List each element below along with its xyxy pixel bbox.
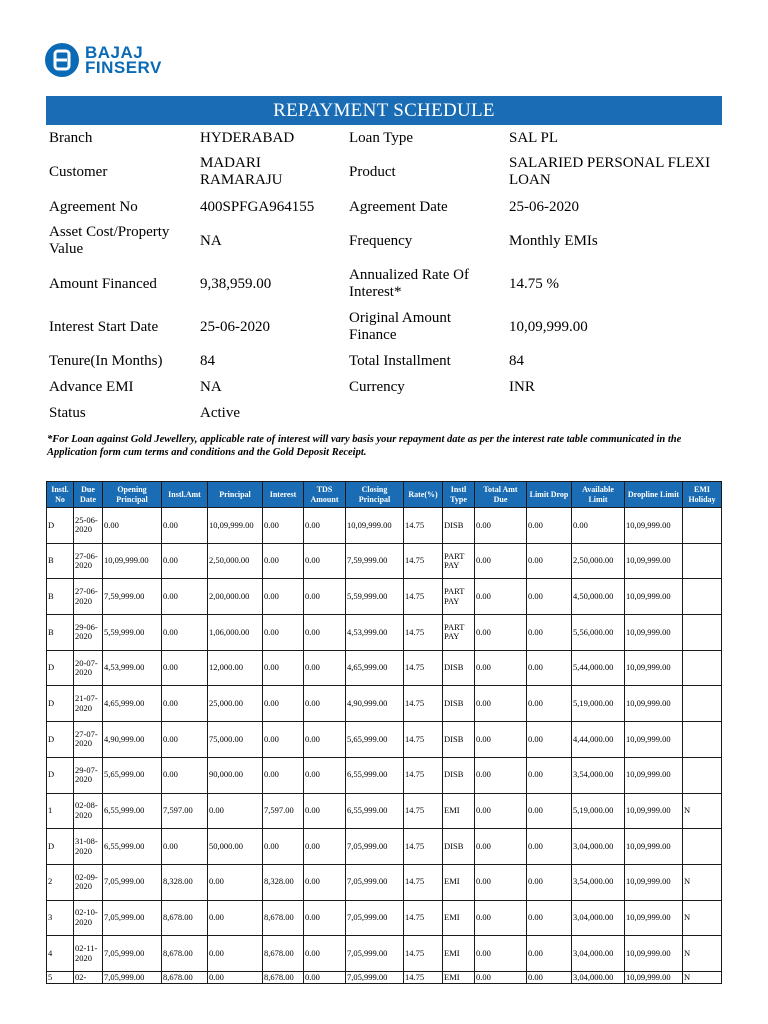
table-cell: 10,09,999.00 xyxy=(625,722,683,758)
table-cell: 14.75 xyxy=(404,936,443,972)
table-cell: 8,678.00 xyxy=(263,900,304,936)
total-installment-value: 84 xyxy=(509,352,524,369)
table-cell: 14.75 xyxy=(404,864,443,900)
table-cell: 0.00 xyxy=(263,686,304,722)
table-cell: D xyxy=(47,722,74,758)
table-cell: 02-10-2020 xyxy=(74,900,103,936)
table-cell: 14.75 xyxy=(404,971,443,983)
interest-note: *For Loan against Gold Jewellery, applicable rate of interest will vary basis your repayment date as per the interest rate table communicated in the Application form cum terms and conditions and the Gold Deposit Receipt. xyxy=(47,434,682,458)
schedule-header-cell: Limit Drop xyxy=(527,482,572,508)
table-cell: DISB xyxy=(443,722,475,758)
table-cell: 0.00 xyxy=(263,615,304,651)
branch-value: HYDERABAD xyxy=(200,129,295,146)
table-cell: 5 xyxy=(47,971,74,983)
table-cell: 0.00 xyxy=(475,757,527,793)
page-title: REPAYMENT SCHEDULE xyxy=(46,96,722,125)
table-cell: 7,05,999.00 xyxy=(346,936,404,972)
table-cell: 6,55,999.00 xyxy=(346,757,404,793)
table-cell: 8,328.00 xyxy=(263,864,304,900)
table-cell: 12,000.00 xyxy=(208,650,263,686)
table-cell: 0.00 xyxy=(263,650,304,686)
table-cell: 14.75 xyxy=(404,650,443,686)
table-cell: EMI xyxy=(443,971,475,983)
table-cell: 10,09,999.00 xyxy=(625,971,683,983)
table-cell: 25,000.00 xyxy=(208,686,263,722)
tenure-label: Tenure(In Months) xyxy=(49,352,163,369)
table-cell: 10,09,999.00 xyxy=(625,900,683,936)
loan-type-value: SAL PL xyxy=(509,129,559,146)
table-cell xyxy=(683,543,722,579)
schedule-header-cell: Instl Type xyxy=(443,482,475,508)
table-cell: 14.75 xyxy=(404,757,443,793)
table-cell: B xyxy=(47,615,74,651)
table-cell: 1,06,000.00 xyxy=(208,615,263,651)
schedule-header-cell: EMI Holiday xyxy=(683,482,722,508)
table-cell: EMI xyxy=(443,864,475,900)
table-cell: 10,09,999.00 xyxy=(625,864,683,900)
table-cell: 4,65,999.00 xyxy=(346,650,404,686)
table-cell xyxy=(683,615,722,651)
table-cell: 0.00 xyxy=(162,508,208,544)
table-cell: D xyxy=(47,650,74,686)
table-row xyxy=(47,864,722,900)
table-cell: 4,44,000.00 xyxy=(572,722,625,758)
table-cell: 0.00 xyxy=(208,936,263,972)
table-cell: D xyxy=(47,686,74,722)
amount-financed-value: 9,38,959.00 xyxy=(200,275,272,292)
table-cell: 7,05,999.00 xyxy=(346,864,404,900)
table-cell: PART PAY xyxy=(443,579,475,615)
total-installment-label: Total Installment xyxy=(349,352,451,369)
table-cell: N xyxy=(683,864,722,900)
table-cell: 7,05,999.00 xyxy=(103,936,162,972)
table-cell: 0.00 xyxy=(304,829,346,865)
table-cell: 5,59,999.00 xyxy=(103,615,162,651)
table-cell: 0.00 xyxy=(475,579,527,615)
customer-label: Customer xyxy=(49,163,108,180)
table-cell: 0.00 xyxy=(572,508,625,544)
table-cell: 4,65,999.00 xyxy=(103,686,162,722)
table-cell: 0.00 xyxy=(475,829,527,865)
agreement-date-value: 25-06-2020 xyxy=(509,198,579,215)
table-cell: 2,00,000.00 xyxy=(208,579,263,615)
table-cell: 10,09,999.00 xyxy=(346,508,404,544)
table-cell: 0.00 xyxy=(304,900,346,936)
table-cell: 8,678.00 xyxy=(162,936,208,972)
table-row xyxy=(47,971,722,983)
table-cell: 10,09,999.00 xyxy=(625,543,683,579)
table-cell: 0.00 xyxy=(162,722,208,758)
table-cell: DISB xyxy=(443,757,475,793)
table-cell: 0.00 xyxy=(527,686,572,722)
table-cell: 4,53,999.00 xyxy=(103,650,162,686)
table-cell: 27-07-2020 xyxy=(74,722,103,758)
table-cell: 2,50,000.00 xyxy=(208,543,263,579)
schedule-header-cell: Instl.Amt xyxy=(162,482,208,508)
table-cell: PART PAY xyxy=(443,615,475,651)
table-cell xyxy=(683,722,722,758)
table-cell: DISB xyxy=(443,508,475,544)
table-cell: 27-06-2020 xyxy=(74,579,103,615)
status-label: Status xyxy=(49,404,86,421)
interest-rate-value: 14.75 % xyxy=(509,275,559,292)
table-cell: 25-06-2020 xyxy=(74,508,103,544)
table-cell: 14.75 xyxy=(404,615,443,651)
table-cell: 21-07-2020 xyxy=(74,686,103,722)
table-cell: 0.00 xyxy=(527,864,572,900)
table-cell: 0.00 xyxy=(263,579,304,615)
table-cell: 4,50,000.00 xyxy=(572,579,625,615)
table-cell: 02- xyxy=(74,971,103,983)
table-cell: 0.00 xyxy=(304,936,346,972)
brand-line-1: BAJAJ xyxy=(85,43,144,62)
schedule-header-cell: Closing Principal xyxy=(346,482,404,508)
table-cell: 0.00 xyxy=(527,650,572,686)
table-cell: 7,05,999.00 xyxy=(103,971,162,983)
table-cell: N xyxy=(683,971,722,983)
table-cell: 3,04,000.00 xyxy=(572,829,625,865)
table-cell: 2,50,000.00 xyxy=(572,543,625,579)
table-row xyxy=(47,615,722,651)
table-cell xyxy=(683,650,722,686)
schedule-header-cell: Interest xyxy=(263,482,304,508)
amount-financed-label: Amount Financed xyxy=(49,275,157,292)
table-cell: DISB xyxy=(443,650,475,686)
table-cell: 0.00 xyxy=(475,971,527,983)
table-cell: 7,597.00 xyxy=(263,793,304,829)
table-cell: D xyxy=(47,508,74,544)
table-cell: 0.00 xyxy=(263,829,304,865)
table-cell xyxy=(683,579,722,615)
table-cell: 2 xyxy=(47,864,74,900)
table-cell: 5,65,999.00 xyxy=(103,757,162,793)
table-cell: 0.00 xyxy=(527,793,572,829)
table-cell: 5,65,999.00 xyxy=(346,722,404,758)
table-cell: 0.00 xyxy=(263,543,304,579)
table-cell: N xyxy=(683,936,722,972)
table-cell: 0.00 xyxy=(263,508,304,544)
advance-emi-label: Advance EMI xyxy=(49,378,134,395)
table-cell xyxy=(683,686,722,722)
table-cell: 14.75 xyxy=(404,900,443,936)
table-cell: 0.00 xyxy=(527,829,572,865)
table-cell: 0.00 xyxy=(475,508,527,544)
table-cell: 0.00 xyxy=(475,900,527,936)
table-cell: N xyxy=(683,900,722,936)
table-cell: 8,678.00 xyxy=(263,936,304,972)
table-cell: 0.00 xyxy=(527,757,572,793)
table-cell: 0.00 xyxy=(527,900,572,936)
table-cell: 90,000.00 xyxy=(208,757,263,793)
table-cell: 0.00 xyxy=(304,650,346,686)
table-cell: 0.00 xyxy=(475,650,527,686)
table-cell: D xyxy=(47,757,74,793)
asset-cost-label: Asset Cost/Property Value xyxy=(49,224,170,257)
table-cell: 0.00 xyxy=(475,722,527,758)
original-amount-label: Original Amount Finance xyxy=(349,310,452,343)
table-row xyxy=(47,508,722,544)
table-cell: 29-06-2020 xyxy=(74,615,103,651)
table-cell: 14.75 xyxy=(404,508,443,544)
bajaj-finserv-logo xyxy=(45,42,162,78)
loan-info-table xyxy=(49,126,722,426)
table-cell: 10,09,999.00 xyxy=(625,508,683,544)
table-cell: 0.00 xyxy=(304,615,346,651)
table-cell: 0.00 xyxy=(475,615,527,651)
table-cell: 0.00 xyxy=(475,686,527,722)
interest-start-value: 25-06-2020 xyxy=(200,318,270,335)
table-cell: 14.75 xyxy=(404,829,443,865)
table-cell: 0.00 xyxy=(162,686,208,722)
table-cell: 5,44,000.00 xyxy=(572,650,625,686)
table-cell: 7,59,999.00 xyxy=(103,579,162,615)
table-cell: 3 xyxy=(47,900,74,936)
table-cell: 0.00 xyxy=(527,615,572,651)
table-row xyxy=(47,936,722,972)
status-value: Active xyxy=(200,404,240,421)
tenure-value: 84 xyxy=(200,352,215,369)
table-cell xyxy=(683,829,722,865)
table-cell: 0.00 xyxy=(527,936,572,972)
table-cell: 3,54,000.00 xyxy=(572,757,625,793)
table-cell: 0.00 xyxy=(208,864,263,900)
table-cell: 10,09,999.00 xyxy=(625,936,683,972)
table-cell: B xyxy=(47,543,74,579)
table-cell: 6,55,999.00 xyxy=(346,793,404,829)
table-cell: 14.75 xyxy=(404,579,443,615)
table-cell: 5,59,999.00 xyxy=(346,579,404,615)
table-cell: 0.00 xyxy=(475,864,527,900)
table-cell: 0.00 xyxy=(162,543,208,579)
table-cell: 0.00 xyxy=(103,508,162,544)
table-cell: 10,09,999.00 xyxy=(625,829,683,865)
table-cell: 8,328.00 xyxy=(162,864,208,900)
interest-rate-label: Annualized Rate Of Interest* xyxy=(349,267,469,300)
table-cell: 0.00 xyxy=(527,579,572,615)
schedule-header-cell: Due Date xyxy=(74,482,103,508)
table-cell: 0.00 xyxy=(304,543,346,579)
schedule-header-cell: Opening Principal xyxy=(103,482,162,508)
table-cell: 02-11-2020 xyxy=(74,936,103,972)
table-cell: B xyxy=(47,579,74,615)
table-cell xyxy=(683,508,722,544)
table-cell: 4,90,999.00 xyxy=(103,722,162,758)
table-cell: 7,59,999.00 xyxy=(346,543,404,579)
table-cell: 10,09,999.00 xyxy=(208,508,263,544)
table-cell: 10,09,999.00 xyxy=(625,793,683,829)
table-cell: 0.00 xyxy=(475,793,527,829)
advance-emi-value: NA xyxy=(200,378,222,395)
table-cell: 0.00 xyxy=(304,722,346,758)
table-cell: 0.00 xyxy=(304,508,346,544)
product-value: SALARIED PERSONAL FLEXI LOAN xyxy=(509,155,711,188)
table-cell: 50,000.00 xyxy=(208,829,263,865)
table-cell: N xyxy=(683,793,722,829)
table-cell: 02-08-2020 xyxy=(74,793,103,829)
table-cell: 20-07-2020 xyxy=(74,650,103,686)
table-cell: 0.00 xyxy=(304,686,346,722)
table-cell: 8,678.00 xyxy=(162,971,208,983)
table-cell xyxy=(683,757,722,793)
table-cell: DISB xyxy=(443,829,475,865)
table-cell: 0.00 xyxy=(162,579,208,615)
table-cell: 02-09-2020 xyxy=(74,864,103,900)
currency-value: INR xyxy=(509,378,535,395)
table-cell: 10,09,999.00 xyxy=(625,650,683,686)
table-cell: 8,678.00 xyxy=(162,900,208,936)
table-cell: 3,54,000.00 xyxy=(572,864,625,900)
loan-type-label: Loan Type xyxy=(349,129,414,146)
table-cell: 0.00 xyxy=(527,508,572,544)
table-cell: 10,09,999.00 xyxy=(625,579,683,615)
table-cell: 0.00 xyxy=(475,936,527,972)
table-cell: 6,55,999.00 xyxy=(103,829,162,865)
table-cell: 0.00 xyxy=(208,793,263,829)
table-cell: 0.00 xyxy=(263,722,304,758)
table-cell: 31-08-2020 xyxy=(74,829,103,865)
table-row xyxy=(47,793,722,829)
table-row xyxy=(47,543,722,579)
customer-value: MADARI RAMARAJU xyxy=(200,155,283,188)
table-cell: 0.00 xyxy=(304,793,346,829)
schedule-header-cell: Available Limit xyxy=(572,482,625,508)
schedule-header-cell: Principal xyxy=(208,482,263,508)
table-cell: 4,90,999.00 xyxy=(346,686,404,722)
table-cell: 0.00 xyxy=(304,757,346,793)
table-cell: 0.00 xyxy=(527,722,572,758)
table-cell: 14.75 xyxy=(404,686,443,722)
table-row xyxy=(47,757,722,793)
repayment-schedule-table xyxy=(46,481,722,984)
table-cell: 7,05,999.00 xyxy=(346,829,404,865)
table-cell: DISB xyxy=(443,686,475,722)
table-row xyxy=(47,829,722,865)
frequency-value: Monthly EMIs xyxy=(509,232,598,249)
table-cell: 5,19,000.00 xyxy=(572,686,625,722)
table-cell: 7,597.00 xyxy=(162,793,208,829)
agreement-no-label: Agreement No xyxy=(49,198,138,215)
table-cell: 6,55,999.00 xyxy=(103,793,162,829)
schedule-header-cell: Instl. No xyxy=(47,482,74,508)
table-cell: 4 xyxy=(47,936,74,972)
table-cell: 10,09,999.00 xyxy=(625,615,683,651)
table-cell: 0.00 xyxy=(162,757,208,793)
schedule-header-cell: TDS Amount xyxy=(304,482,346,508)
table-cell: 7,05,999.00 xyxy=(346,971,404,983)
table-cell: 10,09,999.00 xyxy=(625,757,683,793)
agreement-date-label: Agreement Date xyxy=(349,198,448,215)
table-cell: 0.00 xyxy=(162,650,208,686)
table-cell: 3,04,000.00 xyxy=(572,936,625,972)
interest-start-label: Interest Start Date xyxy=(49,318,159,335)
schedule-header-cell: Total Amt Due xyxy=(475,482,527,508)
original-amount-value: 10,09,999.00 xyxy=(509,318,588,335)
table-row xyxy=(47,650,722,686)
table-cell: 0.00 xyxy=(208,900,263,936)
table-cell: D xyxy=(47,829,74,865)
frequency-label: Frequency xyxy=(349,232,413,249)
table-cell: 8,678.00 xyxy=(263,971,304,983)
table-cell: 0.00 xyxy=(527,543,572,579)
table-cell: 0.00 xyxy=(304,864,346,900)
table-row xyxy=(47,722,722,758)
table-row xyxy=(47,686,722,722)
table-cell: 7,05,999.00 xyxy=(103,900,162,936)
table-cell: 4,53,999.00 xyxy=(346,615,404,651)
table-cell: 7,05,999.00 xyxy=(346,900,404,936)
table-cell: 27-06-2020 xyxy=(74,543,103,579)
table-cell: 14.75 xyxy=(404,543,443,579)
table-cell: EMI xyxy=(443,900,475,936)
table-cell: 29-07-2020 xyxy=(74,757,103,793)
table-cell: 7,05,999.00 xyxy=(103,864,162,900)
table-cell: 5,19,000.00 xyxy=(572,793,625,829)
table-cell: 3,04,000.00 xyxy=(572,900,625,936)
table-cell: 1 xyxy=(47,793,74,829)
table-cell: 10,09,999.00 xyxy=(103,543,162,579)
currency-label: Currency xyxy=(349,378,405,395)
table-cell: 5,56,000.00 xyxy=(572,615,625,651)
table-cell: EMI xyxy=(443,793,475,829)
table-cell: 75,000.00 xyxy=(208,722,263,758)
table-cell: 0.00 xyxy=(162,829,208,865)
asset-cost-value: NA xyxy=(200,232,222,249)
table-cell: 14.75 xyxy=(404,722,443,758)
table-cell: EMI xyxy=(443,936,475,972)
table-row xyxy=(47,579,722,615)
schedule-header-cell: Rate(%) xyxy=(404,482,443,508)
table-cell: 0.00 xyxy=(263,757,304,793)
agreement-no-value: 400SPFGA964155 xyxy=(200,198,315,215)
branch-label: Branch xyxy=(49,129,93,146)
table-cell: 10,09,999.00 xyxy=(625,686,683,722)
table-cell: 0.00 xyxy=(208,971,263,983)
table-row xyxy=(47,900,722,936)
table-cell: 0.00 xyxy=(475,543,527,579)
table-cell: 0.00 xyxy=(304,579,346,615)
product-label: Product xyxy=(349,163,396,180)
table-cell: PART PAY xyxy=(443,543,475,579)
brand-badge-icon xyxy=(45,43,79,77)
table-cell: 3,04,000.00 xyxy=(572,971,625,983)
schedule-header-row xyxy=(47,482,722,508)
table-cell: 14.75 xyxy=(404,793,443,829)
table-cell: 0.00 xyxy=(304,971,346,983)
schedule-body xyxy=(47,508,722,984)
brand-line-2: FINSERV xyxy=(85,58,162,77)
schedule-header-cell: Dropline Limit xyxy=(625,482,683,508)
table-cell: 0.00 xyxy=(527,971,572,983)
table-cell: 0.00 xyxy=(162,615,208,651)
